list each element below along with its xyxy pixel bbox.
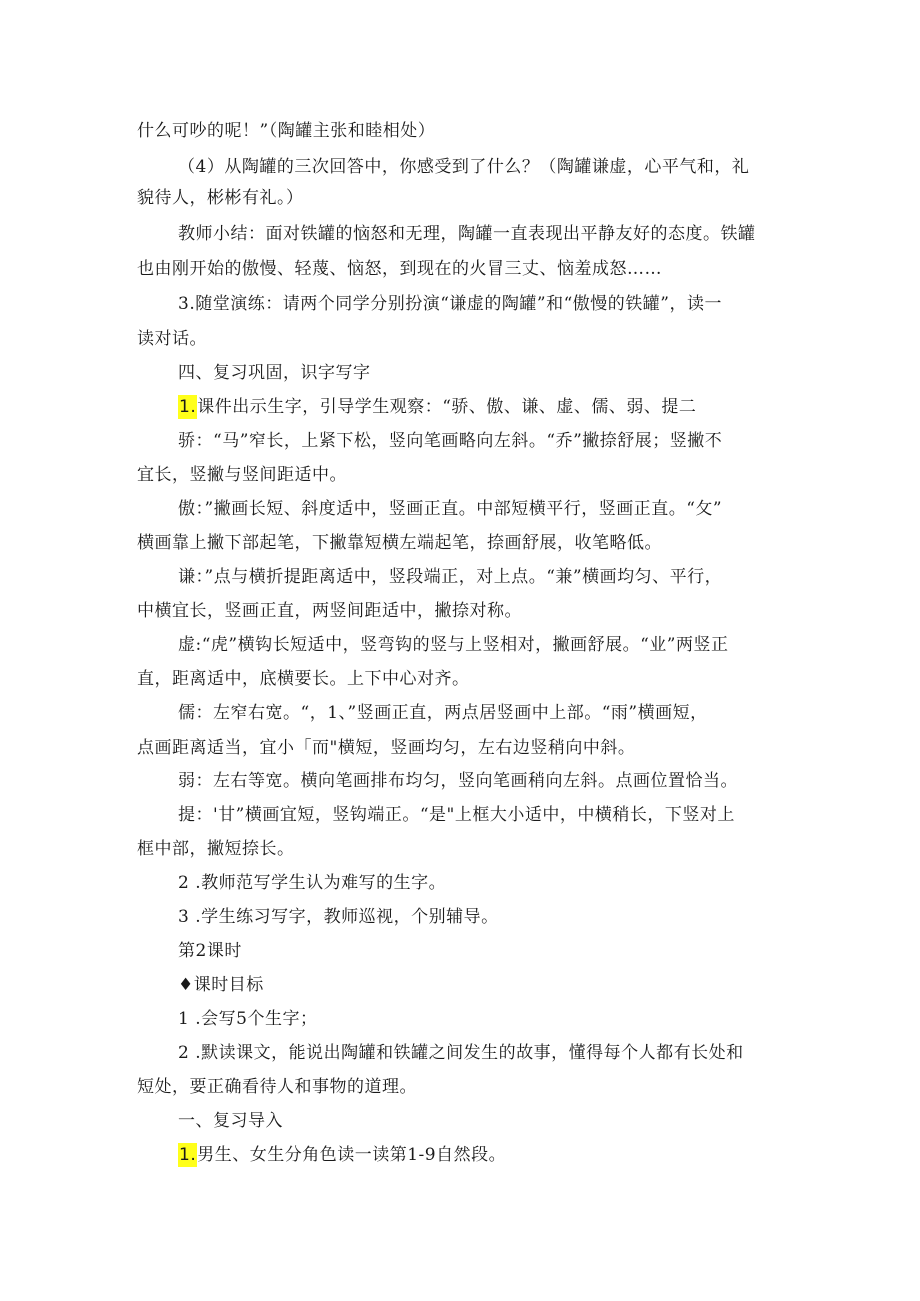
section-heading-review-intro: 一、复习导入	[178, 1111, 283, 1131]
lesson-objectives-heading: ♦课时目标	[178, 975, 264, 995]
question-4-line-1: （4）从陶罐的三次回答中，你感受到了什么？（陶罐谦虚，心平气和，礼	[178, 157, 750, 177]
step-3-student-practice: 3 .学生练习写字，教师巡视，个别辅导。	[178, 907, 499, 927]
char-ao-line-2: 横画靠上撇下部起笔，下撇靠短横左端起笔，捺画舒展，收笔略低。	[137, 533, 662, 553]
highlighted-number: 1.	[179, 1145, 197, 1165]
char-ti-line-2: 框中部，撇短捺长。	[137, 839, 295, 859]
step-text: 课件出示生字，引导学生观察：“骄、傲、谦、虚、儒、弱、提二	[197, 397, 697, 417]
practice-line-1: 3.随堂演练：请两个同学分别扮演“谦虚的陶罐”和“傲慢的铁罐”，读一	[178, 294, 722, 314]
step-2-teacher-demo: 2 .教师范写学生认为难写的生字。	[178, 873, 447, 893]
char-ru-line-2: 点画距离适当，宜小「而"横短，竖画均匀，左右边竖稍向中斜。	[137, 738, 636, 758]
step-1-role-reading	[178, 1143, 506, 1167]
char-ruo-line: 弱：左右等宽。横向笔画排布均匀，竖向笔画稍向左斜。点画位置恰当。	[178, 771, 738, 791]
char-xu-line-2: 直，距离适中，底横要长。上下中心对齐。	[137, 669, 470, 689]
practice-line-2: 读对话。	[137, 329, 207, 349]
char-qian-line-1: 谦：”点与横折提距离适中，竖段端正，对上点。“兼”横画均匀、平行，	[178, 567, 723, 587]
highlighted-number: 1.	[179, 397, 197, 417]
objective-2-line-1: 2 .默读课文，能说出陶罐和铁罐之间发生的故事，懂得每个人都有长处和	[178, 1043, 744, 1063]
objective-1: 1 .会写5个生字；	[178, 1009, 318, 1029]
teacher-summary-line-2: 也由刚开始的傲慢、轻蔑、恼怒，到现在的火冒三丈、恼羞成怒……	[137, 259, 662, 279]
lesson-2-heading: 第2课时	[178, 941, 242, 961]
char-ao-line-1: 傲：”撇画长短、斜度适中，竖画正直。中部短横平行，竖画正直。“攵”	[178, 499, 723, 519]
char-ru-line-1: 儒：左窄右宽。“，1、”竖画正直，两点居竖画中上部。“雨”横画短，	[178, 703, 708, 723]
objective-2-line-2: 短处，要正确看待人和事物的道理。	[137, 1077, 417, 1097]
char-jiao-line-1: 骄：“马”窄长，上紧下松，竖向笔画略向左斜。“乔”撇捺舒展；竖撇不	[178, 431, 723, 451]
paragraph-line: 什么可吵的呢！”（陶罐主张和睦相处）	[137, 121, 436, 141]
char-qian-line-2: 中横宜长，竖画正直，两竖间距适中，撇捺对称。	[137, 601, 522, 621]
teacher-summary-line-1: 教师小结：面对铁罐的恼怒和无理，陶罐一直表现出平静友好的态度。铁罐	[178, 224, 756, 244]
section-heading-review: 四、复习巩固，识字写字	[178, 363, 371, 383]
step-1-courseware	[178, 395, 696, 419]
char-jiao-line-2: 宜长，竖撇与竖间距适中。	[137, 465, 347, 485]
char-ti-line-1: 提：'甘”横画宜短，竖钩端正。“是"上框大小适中，中横稍长，下竖对上	[178, 805, 735, 825]
step-text: 男生、女生分角色读一读第1-9自然段。	[197, 1145, 507, 1165]
question-4-line-2: 貌待人，彬彬有礼。）	[137, 188, 304, 208]
char-xu-line-1: 虚:“虎”横钩长短适中，竖弯钩的竖与上竖相对，撇画舒展。“业”两竖正	[178, 635, 729, 655]
